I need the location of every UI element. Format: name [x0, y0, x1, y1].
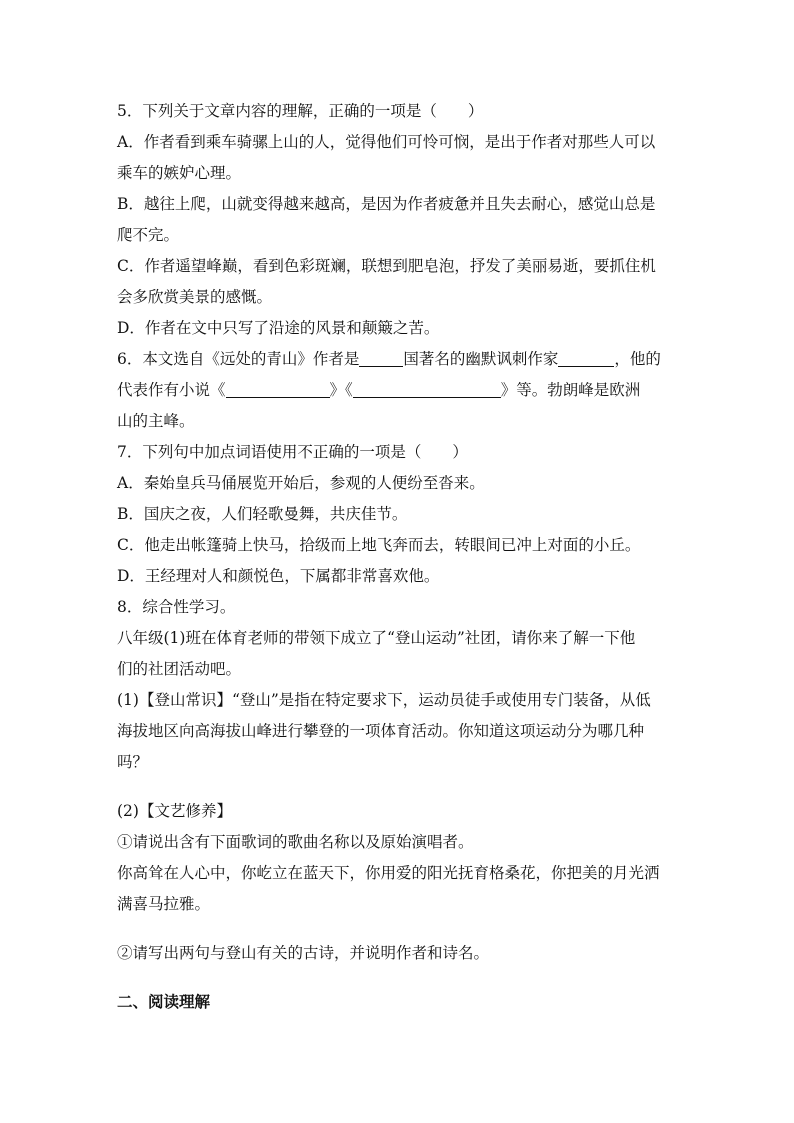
- q5-option-b-cont: 爬不完。: [117, 226, 180, 244]
- answer-space: [117, 969, 677, 987]
- q7-stem: 7．下列句中加点词语使用不正确的一项是（ ）: [117, 443, 468, 461]
- q8-intro: 八年级(1)班在体育老师的带领下成立了“登山运动”社团，请你来了解一下他: [117, 629, 636, 647]
- q7-option-d: D．王经理对人和颜悦色，下属都非常喜欢他。: [117, 567, 440, 585]
- q5-option-b: B．越往上爬，山就变得越来越高，是因为作者疲惫并且失去耐心，感觉山总是: [117, 195, 656, 213]
- answer-space: [117, 778, 677, 796]
- answer-blank-novel-2[interactable]: [353, 379, 501, 398]
- exam-page: [117, 96, 677, 1018]
- answer-blank-country[interactable]: [359, 348, 403, 367]
- answer-space: [117, 920, 677, 938]
- q8-part1-cont: 吗？: [117, 753, 149, 771]
- q8-part1-cont: 海拔地区向高海拔山峰进行攀登的一项体育活动。你知道这项运动分为哪几种: [117, 722, 645, 740]
- q8-part2-item2: ②请写出两句与登山有关的古诗，并说明作者和诗名。: [117, 944, 490, 962]
- q5-option-c-cont: 会多欣赏美景的感慨。: [117, 288, 273, 306]
- q6-text: 6．本文选自《远处的青山》作者是: [117, 350, 360, 368]
- q5-stem: 5．下列关于文章内容的理解，正确的一项是（ ）: [117, 102, 484, 120]
- q6-text: 代表作有小说《: [117, 381, 226, 399]
- q8-part2: (2)【文艺修养】: [117, 802, 232, 820]
- q6-line-3: 山的主峰。: [117, 412, 195, 430]
- q6-text: 国著名的幽默讽刺作家: [403, 350, 559, 368]
- q5-option-c: C．作者遥望峰巅，看到色彩斑斓，联想到肥皂泡，抒发了美丽易逝，要抓住机: [117, 257, 656, 275]
- section-heading: 二、阅读理解: [117, 993, 211, 1011]
- answer-blank-author[interactable]: [558, 348, 614, 367]
- q6-text: 》等。勃朗峰是欧洲: [500, 381, 641, 399]
- q8-intro-cont: 们的社团活动吧。: [117, 660, 242, 678]
- q6-line-2: [117, 375, 677, 406]
- q5-option-d: D．作者在文中只写了沿途的风景和颠簸之苦。: [117, 319, 440, 337]
- q8-part2-item1: ①请说出含有下面歌词的歌曲名称以及原始演唱者。: [117, 833, 474, 851]
- q8-lyrics: 你高耸在人心中，你屹立在蓝天下，你用爱的阳光抚育格桑花，你把美的月光洒: [117, 864, 660, 882]
- q7-option-b: B．国庆之夜，人们轻歌曼舞，共庆佳节。: [117, 505, 408, 523]
- q5-option-a: A．作者看到乘车骑骡上山的人，觉得他们可怜可悯，是出于作者对那些人可以: [117, 133, 656, 151]
- q6-text: 》《: [329, 381, 353, 399]
- q7-option-c: C．他走出帐篷骑上快马，拾级而上地飞奔而去，转眼间已冲上对面的小丘。: [117, 536, 641, 554]
- q5-option-a-cont: 乘车的嫉妒心理。: [117, 164, 242, 182]
- q7-option-a: A．秦始皇兵马俑展览开始后，参观的人便纷至沓来。: [117, 474, 485, 492]
- q8-stem: 8．综合性学习。: [117, 598, 236, 616]
- q8-part1: (1)【登山常识】“登山”是指在特定要求下，运动员徒手或使用专门装备，从低: [117, 691, 651, 709]
- q6-line-1: [117, 344, 677, 375]
- answer-blank-novel-1[interactable]: [226, 379, 330, 398]
- q6-text: ，他的: [614, 350, 661, 368]
- q8-lyrics-cont: 满喜马拉雅。: [117, 895, 211, 913]
